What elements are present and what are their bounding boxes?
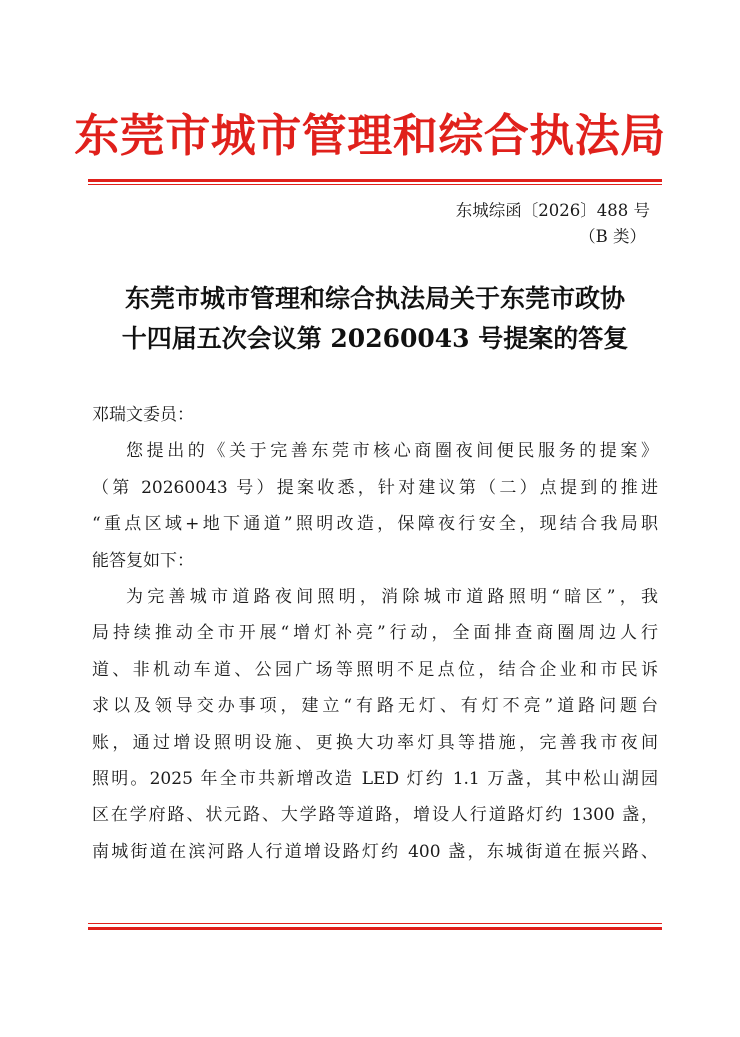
paragraph-2-line-3: 道、非机动车道、公园广场等照明不足点位，结合企业和市民诉 [92,659,658,680]
header-rule-thick [88,179,662,182]
salutation: 邓瑞文委员： [92,405,194,425]
paragraph-1-line-3: “重点区域+地下通道”照明改造，保障夜行安全，现结合我局职 [92,514,658,535]
document-classification: （B 类） [579,227,646,246]
paragraph-2-line-8: 南城街道在滨河路人行道增设路灯约 400 盏，东城街道在振兴路、 [92,841,658,862]
paragraph-2-line-4: 求以及领导交办事项，建立“有路无灯、有灯不亮”道路问题台 [92,696,658,717]
paragraph-2-line-1: 为完善城市道路夜间照明，消除城市道路照明“暗区”，我 [126,587,658,608]
header-rule-thin [88,184,662,185]
paragraph-1-line-4: 能答复如下： [92,550,194,571]
paragraph-2-line-7: 区在学府路、状元路、大学路等道路，增设人行道路灯约 1300 盏， [92,805,658,826]
paragraph-1-line-1: 您提出的《关于完善东莞市核心商圈夜间便民服务的提案》 [126,441,658,462]
document-title-line-2: 十四届五次会议第 20260043 号提案的答复 [121,324,629,353]
organization-header: 东莞市城市管理和综合执法局 [74,109,666,162]
document-title-line-1: 东莞市城市管理和综合执法局关于东莞市政协 [124,284,625,313]
paragraph-1-line-2: （第 20260043 号）提案收悉，针对建议第（二）点提到的推进 [92,477,658,498]
paragraph-2-line-6: 照明。2025 年全市共新增改造 LED 灯约 1.1 万盏，其中松山湖园 [92,769,658,790]
footer-rule-thin [88,923,662,924]
footer-rule-thick [88,927,662,930]
letter-body [92,397,658,870]
paragraph-2-line-2: 局持续推动全市开展“增灯补亮”行动，全面排查商圈周边人行 [92,623,658,644]
paragraph-2-line-5: 账，通过增设照明设施、更换大功率灯具等措施，完善我市夜间 [92,732,658,753]
document-number: 东城综函〔2026〕488 号 [455,201,650,220]
